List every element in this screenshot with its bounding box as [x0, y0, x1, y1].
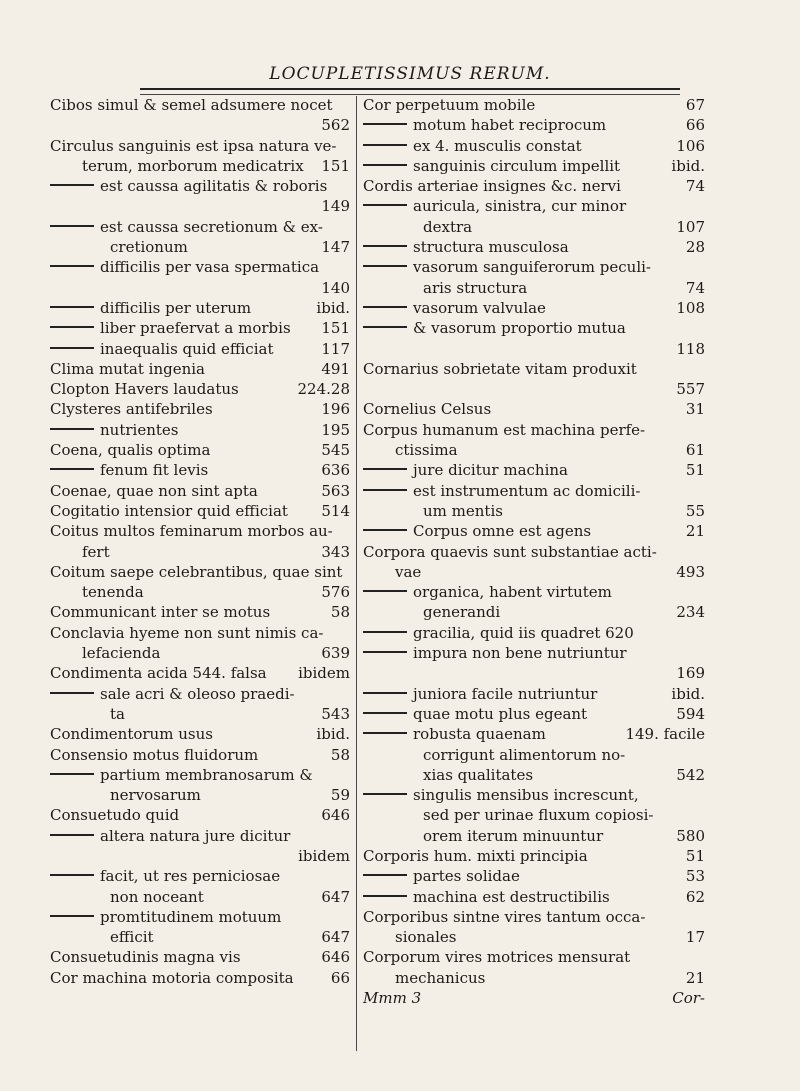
- entry-text: xias qualitates: [423, 765, 534, 784]
- entry-text: ta: [110, 704, 125, 723]
- index-entry: [50, 136, 350, 156]
- entry-text: lefacienda: [82, 644, 161, 663]
- index-entry: [363, 846, 705, 866]
- entry-page: 576: [321, 583, 350, 602]
- entry-text: vae: [395, 562, 422, 581]
- index-entry: [50, 684, 350, 704]
- index-entry: [50, 115, 350, 135]
- index-entry: [50, 501, 350, 521]
- entry-page: 58: [330, 603, 350, 622]
- entry-text: est caussa agilitatis & roboris: [50, 176, 327, 196]
- entry-page: 646: [321, 806, 350, 825]
- index-entry: [50, 765, 350, 785]
- entry-text: Cornelius Celsus: [363, 400, 492, 419]
- index-entry: [363, 237, 705, 257]
- entry-text: quae motu plus egeant: [363, 704, 587, 724]
- entry-text: Condimentorum usus: [50, 725, 213, 744]
- left-column: [50, 95, 350, 988]
- entry-text: sionales: [395, 928, 457, 947]
- index-entry: [363, 826, 705, 846]
- entry-text: robusta quaenam: [363, 724, 546, 744]
- entry-page: 66: [685, 116, 705, 135]
- entry-page: 51: [685, 461, 705, 480]
- index-entry: [363, 196, 705, 216]
- entry-text: est caussa secretionum & ex-: [50, 217, 323, 237]
- index-entry: [50, 278, 350, 298]
- entry-text: fert: [82, 542, 110, 561]
- index-entry: [50, 217, 350, 237]
- index-entry: [50, 785, 350, 805]
- entry-text: Corporis hum. mixti principia: [363, 846, 588, 865]
- entry-text: Cornarius sobrietate vitam produxit: [363, 359, 637, 378]
- entry-page: 21: [685, 968, 705, 987]
- entry-page: 545: [321, 441, 350, 460]
- index-entry: [50, 562, 350, 582]
- entry-text: facit, ut res perniciosae: [50, 866, 280, 886]
- entry-page: 343: [321, 542, 350, 561]
- entry-page: 147: [321, 238, 350, 257]
- index-entry: [363, 95, 705, 115]
- index-entry: [363, 805, 705, 825]
- entry-text: fenum fit levis: [50, 460, 208, 480]
- index-entry: [363, 947, 705, 967]
- entry-text: partes solidae: [363, 866, 520, 886]
- entry-page: 224.28: [297, 380, 350, 399]
- index-entry: [363, 887, 705, 907]
- entry-page: 646: [321, 948, 350, 967]
- index-entry: [50, 866, 350, 886]
- entry-page: 543: [321, 704, 350, 723]
- index-entry: [363, 521, 705, 541]
- entry-text: difficilis per uterum: [50, 298, 251, 318]
- index-entry: [50, 745, 350, 765]
- entry-page: 149: [321, 197, 350, 216]
- entry-text: liber praefervat a morbis: [50, 318, 291, 338]
- entry-text: & vasorum proportio mutua: [363, 318, 626, 338]
- entry-page: 151: [321, 156, 350, 175]
- index-entry: [363, 866, 705, 886]
- entry-page: 636: [321, 461, 350, 480]
- index-entry: [50, 359, 350, 379]
- index-entry: [363, 785, 705, 805]
- index-entry: [50, 887, 350, 907]
- entry-page: 17: [685, 928, 705, 947]
- entry-page: 58: [330, 745, 350, 764]
- entry-page: 51: [685, 846, 705, 865]
- index-entry: [363, 379, 705, 399]
- entry-page: 107: [676, 217, 705, 236]
- entry-text: terum, morborum medicatrix: [82, 156, 304, 175]
- entry-page: ibid.: [671, 684, 705, 703]
- index-entry: [363, 136, 705, 156]
- entry-text: efficit: [110, 928, 154, 947]
- entry-text: ctissima: [395, 441, 458, 460]
- entry-text: Condimenta acida 544. falsa: [50, 664, 267, 683]
- entry-text: dextra: [423, 217, 473, 236]
- entry-text: Cor perpetuum mobile: [363, 96, 536, 114]
- entry-page: 169: [676, 664, 705, 683]
- entry-page: 580: [676, 826, 705, 845]
- entry-text: corrigunt alimentorum no-: [423, 745, 626, 764]
- entry-page: 557: [676, 380, 705, 399]
- index-entry: [50, 968, 350, 988]
- entry-text: aris structura: [423, 278, 528, 297]
- entry-page: 67: [685, 96, 705, 114]
- index-entry: [363, 623, 705, 643]
- entry-text: Cibos simul & semel adsumere nocet: [50, 96, 333, 114]
- entry-text: sed per urinae fluxum copiosi-: [423, 806, 654, 825]
- entry-text: Coena, qualis optima: [50, 441, 211, 460]
- entry-text: jure dicitur machina: [363, 460, 568, 480]
- entry-text: generandi: [423, 603, 501, 622]
- index-entry: [50, 257, 350, 277]
- entry-text: mechanicus: [395, 968, 486, 987]
- index-entry: [50, 947, 350, 967]
- entry-text: motum habet reciprocum: [363, 115, 606, 135]
- entry-text: vasorum sanguiferorum peculi-: [363, 257, 651, 277]
- entry-text: Coenae, quae non sint apta: [50, 481, 258, 500]
- index-entry: [363, 257, 705, 277]
- index-entry: [363, 542, 705, 562]
- entry-page: ibid.: [671, 156, 705, 175]
- index-entry: [363, 562, 705, 582]
- index-entry: [50, 907, 350, 927]
- entry-text: nutrientes: [50, 420, 178, 440]
- entry-page: ibid.: [316, 298, 350, 317]
- entry-text: Corpus omne est agens: [363, 521, 591, 541]
- index-entry: [50, 481, 350, 501]
- entry-text: cretionum: [110, 238, 188, 257]
- index-entry: [363, 420, 705, 440]
- entry-page: 594: [676, 704, 705, 723]
- entry-page: 66: [330, 968, 350, 987]
- index-entry: [363, 745, 705, 765]
- entry-page: 195: [321, 420, 350, 439]
- entry-page: 639: [321, 644, 350, 663]
- entry-text: non noceant: [110, 887, 204, 906]
- index-entry: [50, 663, 350, 683]
- entry-page: 234: [676, 603, 705, 622]
- entry-page: ibidem: [298, 664, 350, 683]
- entry-text: inaequalis quid efficiat: [50, 339, 273, 359]
- entry-page: ibidem: [298, 846, 350, 865]
- entry-text: nervosarum: [110, 786, 201, 805]
- index-entry: [50, 420, 350, 440]
- entry-text: est instrumentum ac domicili-: [363, 481, 640, 501]
- index-entry: [50, 826, 350, 846]
- index-entry: [50, 460, 350, 480]
- entry-text: Communicant inter se motus: [50, 603, 271, 622]
- index-entry: [363, 602, 705, 622]
- index-entry: [363, 339, 705, 359]
- index-entry: [363, 988, 705, 1008]
- entry-page: 74: [685, 177, 705, 196]
- index-entry: [50, 399, 350, 419]
- entry-page: 562: [321, 116, 350, 135]
- index-entry: [50, 805, 350, 825]
- entry-text: altera natura jure dicitur: [50, 826, 290, 846]
- entry-page: 53: [685, 867, 705, 886]
- index-entry: [50, 542, 350, 562]
- entry-page: 493: [676, 562, 705, 581]
- entry-page: 21: [685, 522, 705, 541]
- running-title: LOCUPLETISSIMUS RERUM.: [269, 64, 551, 84]
- entry-page: 196: [321, 400, 350, 419]
- entry-text: Corpora quaevis sunt substantiae acti-: [363, 542, 657, 561]
- entry-text: difficilis per vasa spermatica: [50, 257, 319, 277]
- entry-text: sale acri & oleoso praedi-: [50, 684, 295, 704]
- entry-page: 563: [321, 481, 350, 500]
- entry-text: gracilia, quid iis quadret 620: [363, 623, 634, 643]
- index-entry: [50, 339, 350, 359]
- index-entry: [50, 724, 350, 744]
- index-entry: [363, 968, 705, 988]
- entry-text: Consuetudinis magna vis: [50, 948, 241, 967]
- entry-page: 514: [321, 501, 350, 520]
- index-entry: [50, 521, 350, 541]
- index-entry: [363, 298, 705, 318]
- entry-page: 106: [676, 136, 705, 155]
- index-entry: [363, 765, 705, 785]
- index-entry: [50, 623, 350, 643]
- index-entry: [363, 927, 705, 947]
- index-entry: [50, 237, 350, 257]
- entry-text: juniora facile nutriuntur: [363, 684, 597, 704]
- entry-page: 61: [685, 441, 705, 460]
- entry-text: Corporum vires motrices mensurat: [363, 948, 631, 967]
- entry-text: organica, habent virtutem: [363, 582, 612, 602]
- entry-page: 55: [685, 501, 705, 520]
- entry-page: 151: [321, 319, 350, 338]
- entry-page: 647: [321, 928, 350, 947]
- entry-text: Clysteres antifebriles: [50, 400, 213, 419]
- entry-text: tenenda: [82, 583, 144, 602]
- index-entry: [363, 501, 705, 521]
- entry-page: 62: [685, 887, 705, 906]
- entry-page: 542: [676, 765, 705, 784]
- index-entry: [363, 684, 705, 704]
- entry-text: promtitudinem motuum: [50, 907, 281, 927]
- entry-text: vasorum valvulae: [363, 298, 546, 318]
- entry-text: machina est destructibilis: [363, 887, 610, 907]
- entry-text: impura non bene nutriuntur: [363, 643, 627, 663]
- entry-text: Consensio motus fluidorum: [50, 745, 259, 764]
- entry-page: 149. facile: [625, 725, 705, 744]
- index-entry: [50, 176, 350, 196]
- entry-text: Cor machina motoria composita: [50, 968, 294, 987]
- entry-text: Cordis arteriae insignes &c. nervi: [363, 177, 621, 196]
- entry-text: Coitum saepe celebrantibus, quae sint: [50, 562, 343, 581]
- index-entry: [363, 318, 705, 338]
- entry-text: um mentis: [423, 501, 503, 520]
- index-entry: [363, 663, 705, 683]
- index-entry: [363, 359, 705, 379]
- index-entry: [363, 440, 705, 460]
- index-entry: [363, 704, 705, 724]
- index-entry: [363, 582, 705, 602]
- entry-text: ex 4. musculis constat: [363, 136, 582, 156]
- entry-page: Cor-: [672, 989, 705, 1008]
- entry-page: 59: [330, 786, 350, 805]
- index-entry: [50, 927, 350, 947]
- entry-text: Cogitatio intensior quid efficiat: [50, 501, 288, 520]
- index-entry: [363, 481, 705, 501]
- entry-text: Clopton Havers laudatus: [50, 380, 239, 399]
- index-entry: [50, 643, 350, 663]
- entry-page: 31: [685, 400, 705, 419]
- entry-page: 491: [321, 359, 350, 378]
- entry-text: sanguinis circulum impellit: [363, 156, 620, 176]
- index-entry: [50, 704, 350, 724]
- entry-text: Conclavia hyeme non sunt nimis ca-: [50, 623, 324, 642]
- right-column: [363, 95, 705, 1008]
- index-entry: [363, 115, 705, 135]
- header-rule: [140, 88, 680, 90]
- index-entry: [363, 643, 705, 663]
- entry-page: ibid.: [316, 725, 350, 744]
- entry-text: Consuetudo quid: [50, 806, 180, 825]
- index-entry: [363, 278, 705, 298]
- entry-text: structura musculosa: [363, 237, 569, 257]
- entry-page: 118: [676, 339, 705, 358]
- index-entry: [50, 196, 350, 216]
- index-entry: [50, 379, 350, 399]
- index-entry: [50, 846, 350, 866]
- entry-text: partium membranosarum &: [50, 765, 313, 785]
- entry-text: Corporibus sintne vires tantum occa-: [363, 907, 646, 926]
- entry-page: 28: [685, 238, 705, 257]
- index-entry: [363, 460, 705, 480]
- entry-text: orem iterum minuuntur: [423, 826, 604, 845]
- index-entry: [50, 440, 350, 460]
- entry-text: Mmm 3: [363, 989, 422, 1008]
- entry-text: singulis mensibus increscunt,: [363, 785, 639, 805]
- entry-text: Coitus multos feminarum morbos au-: [50, 522, 333, 541]
- entry-page: 647: [321, 887, 350, 906]
- entry-text: Circulus sanguinis est ipsa natura ve-: [50, 136, 337, 155]
- entry-text: Corpus humanum est machina perfe-: [363, 420, 646, 439]
- index-entry: [50, 156, 350, 176]
- entry-page: 140: [321, 278, 350, 297]
- entry-page: 108: [676, 298, 705, 317]
- index-entry: [50, 298, 350, 318]
- index-entry: [50, 318, 350, 338]
- index-entry: [50, 582, 350, 602]
- entry-text: Clima mutat ingenia: [50, 359, 205, 378]
- index-entry: [363, 724, 705, 744]
- entry-page: 74: [685, 278, 705, 297]
- index-entry: [363, 399, 705, 419]
- entry-page: 117: [321, 339, 350, 358]
- index-entry: [363, 217, 705, 237]
- index-entry: [50, 95, 350, 115]
- column-divider: [356, 96, 357, 1051]
- index-entry: [50, 602, 350, 622]
- entry-text: auricula, sinistra, cur minor: [363, 196, 626, 216]
- index-entry: [363, 907, 705, 927]
- index-entry: [363, 156, 705, 176]
- index-entry: [363, 176, 705, 196]
